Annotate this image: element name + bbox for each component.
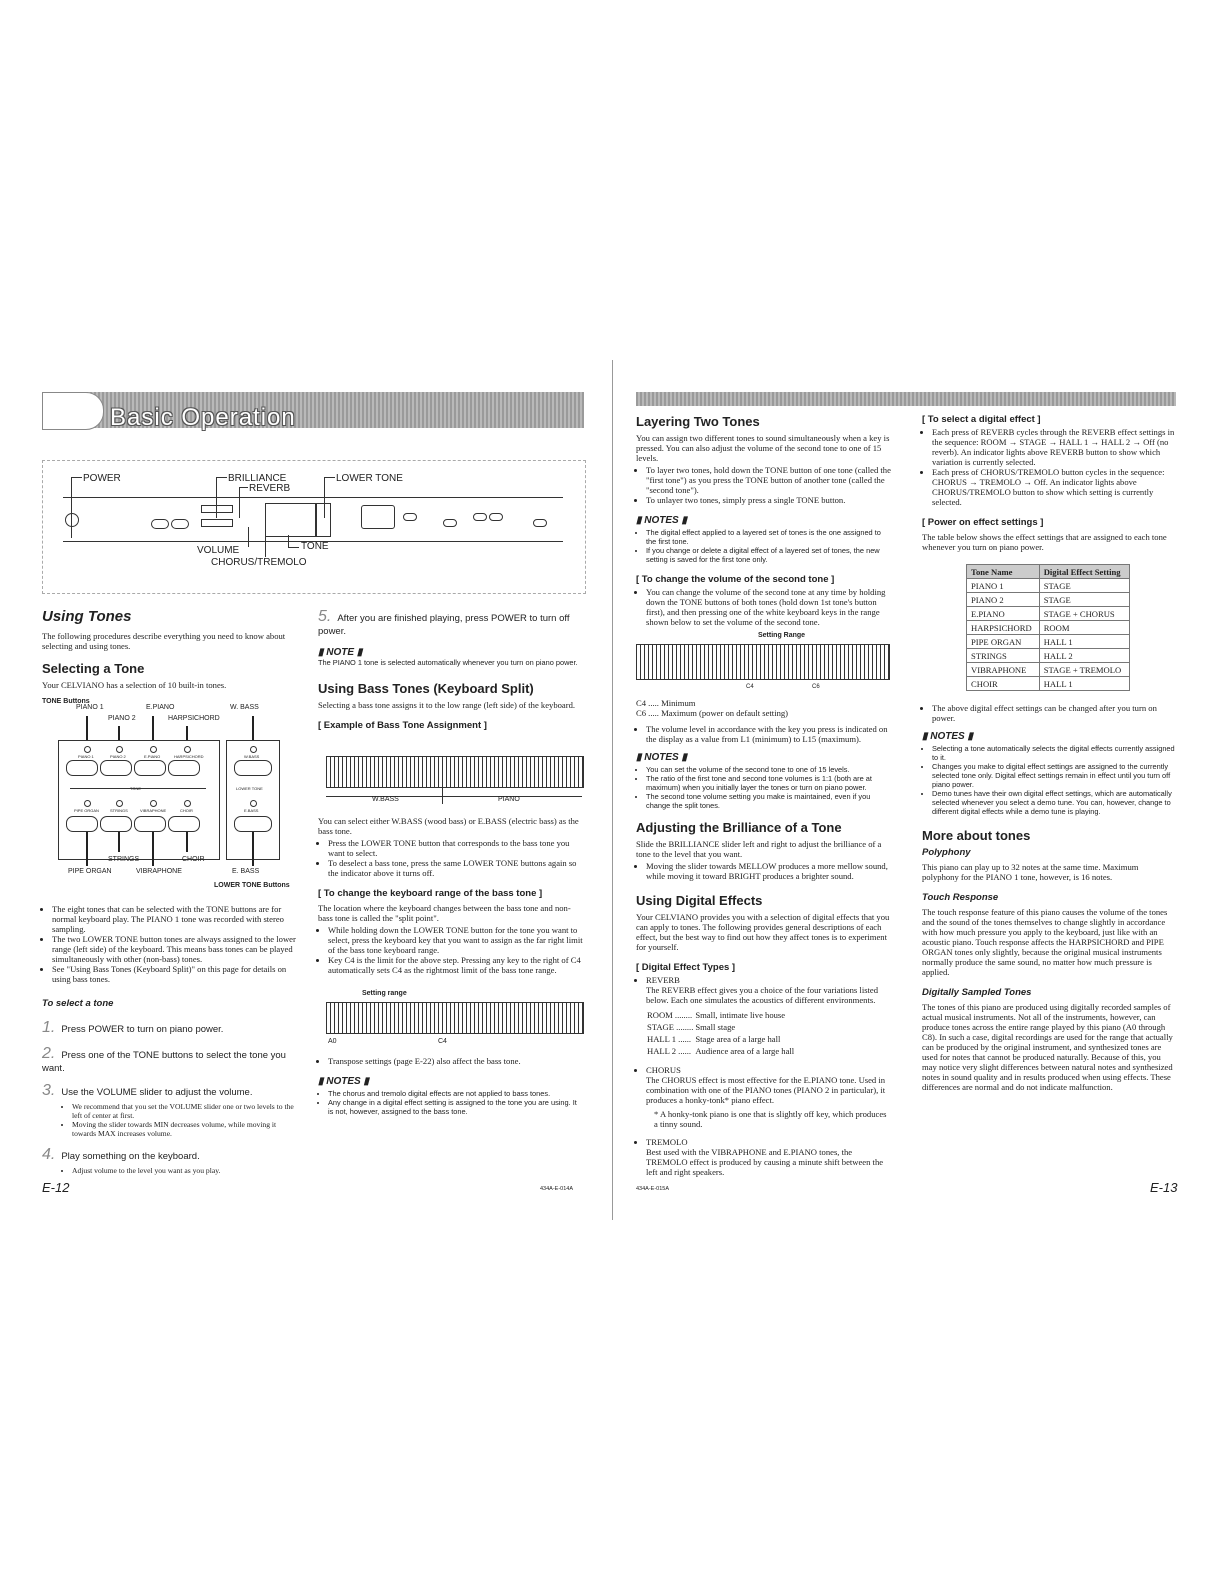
section-using-tones: Using Tones xyxy=(42,608,132,625)
table-row xyxy=(967,649,1130,663)
table-row xyxy=(967,635,1130,649)
list-item: • Transpose settings (page E-22) also affect the bass tone. xyxy=(328,1056,584,1066)
reverb-text: The REVERB effect gives you a choice of the four variations listed below. Each one simulates the acoustics of different environments. xyxy=(646,985,879,1005)
tone-cell: CHOIR xyxy=(967,677,1040,691)
list-item: • Any change in a digital effect setting is assigned to the tone you are using. It is not, however, assigned to the bass tone. xyxy=(328,1098,584,1116)
effect-settings-table xyxy=(966,564,1130,691)
note-text: The PIANO 1 tone is selected automatically whenever you turn on piano power. xyxy=(318,658,578,667)
label-wbass: W. BASS xyxy=(230,704,259,711)
heading-brilliance: Adjusting the Brilliance of a Tone xyxy=(636,820,842,835)
page-title: Basic Operation xyxy=(110,404,296,431)
arrow-vibraphone xyxy=(152,832,154,866)
heading-layering: Layering Two Tones xyxy=(636,414,760,429)
bass-text: You can select either W.BASS (wood bass) or E.BASS (electric bass) as the bass tone. xyxy=(318,816,579,836)
tone-cell: HARPSICHORD xyxy=(967,621,1040,635)
step-number: 2. xyxy=(42,1045,56,1062)
setting-range-label-2: Setting Range xyxy=(758,632,806,639)
page-number-left: E-12 xyxy=(42,1180,70,1195)
btn-label-piano2: PIANO 2 xyxy=(110,754,126,759)
list-item: • While holding down the LOWER TONE button for the tone you want to select, press the keyboard key that you want to assign as the far right limit of the bass tone keyboard range. xyxy=(328,925,584,955)
list-item: • Demo tunes have their own digital effect settings, which are automatically selected whenever you select a demo tune. You can, however, change to different digital effects while a demo tune is playing. xyxy=(932,789,1176,816)
table-row xyxy=(646,1021,795,1033)
list-item: • Moving the slider towards MIN decreases volume, while moving it towards MAX increases volume. xyxy=(72,1120,296,1138)
keyboard-range-icon xyxy=(326,1002,584,1034)
notes-title: NOTES xyxy=(930,731,965,742)
label-vibraphone: VIBRAPHONE xyxy=(136,868,182,875)
effect-cell: STAGE + CHORUS xyxy=(1039,607,1129,621)
label-ebass: E. BASS xyxy=(232,868,260,875)
list-item: • See "Using Bass Tones (Keyboard Split)" on this page for details on using bass tones. xyxy=(52,964,296,984)
sampled-text: The tones of this piano are produced using digitally recorded samples of actual musical instruments. Not all of the instruments, however, can produce tones across the entire range played by this piano (A0 through C8). In such a case, digital recordings are used for the range that actually can be produced by the original instrument, and synthesized tones are used for notes that cannot be produced naturally. Because of this, you may notice very slight differences between natural notes and synthesized notes in sound quality and in results produced when using effects. These differences are normal and do not indicate malfunction. xyxy=(922,1002,1173,1092)
step-number: 4. xyxy=(42,1146,56,1163)
table-row xyxy=(967,663,1130,677)
list-item: • Each press of CHORUS/TREMOLO button cycles in the sequence: CHORUS → TREMOLO → Off. An indicator lights above CHORUS/TREMOLO button to show which setting is currently selected. xyxy=(932,467,1176,507)
heading-second-volume: [ To change the volume of the second tone ] xyxy=(636,574,835,585)
lower-tone-button-wbass xyxy=(234,760,272,776)
note-title: NOTE xyxy=(326,647,355,658)
heading-touch: Touch Response xyxy=(922,892,999,903)
doc-code-left: 434A-E-014A xyxy=(540,1186,574,1192)
lower-mid-label: LOWER TONE xyxy=(236,786,263,791)
led-icon xyxy=(250,800,257,807)
heading-effect-types: [ Digital Effect Types ] xyxy=(636,962,736,973)
list-item: • To deselect a bass tone, press the same LOWER TONE buttons again so the indicator above it turns off. xyxy=(328,858,584,878)
mid-left-column-2 xyxy=(318,816,584,975)
list-item: • Press the LOWER TONE button that corresponds to the bass tone you want to select. xyxy=(328,838,584,858)
volume-min: C4 ..... Minimum xyxy=(636,698,696,708)
label-wbass-range: W.BASS xyxy=(372,796,399,803)
tone-button-strings xyxy=(100,816,132,832)
digital-intro: Your CELVIANO provides you with a selection of digital effects that you can apply to tones. The following provides general descriptions of each effect, but the best way to find out how they affect tones is to experiment for yourself. xyxy=(636,912,890,952)
led-icon xyxy=(116,800,123,807)
power-fx-intro: The table below shows the effect settings that are assigned to each tone whenever you turn on piano power. xyxy=(922,532,1167,552)
list-item: • The two LOWER TONE button tones are always assigned to the lower range (left side) of the keyboard. This means bass tones can be played simultaneously with other (non-bass) tones. xyxy=(52,934,296,964)
label-lower-tone: LOWER TONE xyxy=(336,473,403,484)
heading-digital-effects: Using Digital Effects xyxy=(636,893,763,908)
list-item: • The volume level in accordance with the key you press is indicated on the display as a value from L1 (minimum) to L15 (maximum). xyxy=(646,724,892,744)
arrow-ebass xyxy=(252,832,254,866)
bass-bullets xyxy=(318,838,584,878)
btn-label-vibraphone: VIBRAPHONE xyxy=(140,808,167,813)
arrow-pipe-organ xyxy=(86,832,88,866)
btn-label-pipe-organ: PIPE ORGAN xyxy=(74,808,99,813)
arrow-piano2 xyxy=(118,726,120,740)
tone-button-piano2 xyxy=(100,760,132,776)
note-heading: ▮ NOTE ▮ xyxy=(318,647,363,658)
label-power: POWER xyxy=(83,473,121,484)
list-item: • Each press of REVERB cycles through the REVERB effect settings in the sequence: ROOM → STAGE → HALL 1 → HALL 2 → Off (no reverb). An indicator lights above REVERB button to show which variation is currently selected. xyxy=(932,427,1176,467)
led-icon xyxy=(150,746,157,753)
table-row xyxy=(646,1045,795,1057)
table-row xyxy=(967,607,1130,621)
select-fx-bullets xyxy=(922,427,1176,507)
volume-max: C6 ..... Maximum (power on default setting) xyxy=(636,708,789,718)
step-4-subs xyxy=(42,1166,296,1175)
mid-left-column-3 xyxy=(318,1054,584,1116)
polyphony-text: This piano can play up to 32 notes at the same time. Maximum polyphony for the PIANO 1 tone, however, is 16 notes. xyxy=(922,862,1139,882)
notes-title: NOTES xyxy=(644,515,679,526)
effect-cell: STAGE + TREMOLO xyxy=(1039,663,1129,677)
reverb-name: HALL 2 ...... xyxy=(647,1046,692,1056)
list-item: • Adjust volume to the level you want as you play. xyxy=(72,1166,296,1175)
label-piano-range: PIANO xyxy=(498,796,520,803)
tone-bullets xyxy=(42,904,296,984)
tone-cell: PIPE ORGAN xyxy=(967,635,1040,649)
step-text: Play something on the keyboard. xyxy=(61,1151,200,1162)
label-pipe-organ: PIPE ORGAN xyxy=(68,868,112,875)
mid-right-column xyxy=(636,414,892,627)
reverb-desc: Audience area of a large hall xyxy=(695,1046,795,1056)
label-harpsichord: HARPSICHORD xyxy=(168,715,220,722)
arrow-strings xyxy=(118,832,120,852)
panel-button xyxy=(403,513,417,521)
heading-select-effect: [ To select a digital effect ] xyxy=(922,414,1041,425)
brill-intro: Slide the BRILLIANCE slider left and right to adjust the brilliance of a tone to the level that you want. xyxy=(636,839,882,859)
selecting-intro: Your CELVIANO has a selection of 10 built-in tones. xyxy=(42,680,227,690)
tone-buttons-caption: TONE Buttons xyxy=(42,698,90,705)
label-strings: STRINGS xyxy=(108,856,140,863)
reverb-list xyxy=(646,1009,795,1057)
tone-button-vibraphone xyxy=(134,816,166,832)
notes-heading: ▮ NOTES ▮ xyxy=(318,1076,370,1087)
transpose-bullet xyxy=(318,1056,584,1066)
table-row xyxy=(967,621,1130,635)
table-row xyxy=(967,593,1130,607)
step-3 xyxy=(42,1082,296,1100)
btn-label-strings: STRINGS xyxy=(110,808,128,813)
tone-buttons-block xyxy=(265,503,317,537)
leader-reverb xyxy=(239,487,248,518)
arrow-choir xyxy=(186,832,188,852)
volume2-bullets xyxy=(636,587,892,627)
table-header-row xyxy=(967,565,1130,579)
chorus-note: * A honky-tonk piano is one that is slightly off key, which produces a tinny sound. xyxy=(654,1109,887,1129)
heading-bass-tones: Using Bass Tones (Keyboard Split) xyxy=(318,681,534,696)
step-text: Press one of the TONE buttons to select the tone you want. xyxy=(42,1050,286,1074)
table-row xyxy=(967,677,1130,691)
led-icon xyxy=(84,746,91,753)
led-icon xyxy=(184,746,191,753)
step-text: After you are finished playing, press POWER to turn off power. xyxy=(318,613,570,637)
step-1 xyxy=(42,1019,296,1037)
notes-list xyxy=(636,765,892,810)
heading-polyphony: Polyphony xyxy=(922,847,971,858)
chorus-section xyxy=(636,1065,892,1075)
reverb-name: STAGE ........ xyxy=(647,1022,694,1032)
list-item: • The ratio of the first tone and second tone volumes is 1:1 (both are at maximum) when you initially layer the tones or turn on piano power. xyxy=(646,774,892,792)
led-icon xyxy=(184,800,191,807)
brill-bullets xyxy=(636,861,892,881)
notes-list xyxy=(636,528,892,564)
effect-cell: ROOM xyxy=(1039,621,1129,635)
reverb-desc: Small stage xyxy=(695,1022,736,1032)
led-icon xyxy=(250,746,257,753)
layer-intro: You can assign two different tones to sound simultaneously when a key is pressed. You can also adjust the volume of the second tone to one of 15 levels. xyxy=(636,433,890,463)
list-item: • The eight tones that can be selected with the TONE buttons are for normal keyboard play. The PIANO 1 tone was recorded with stereo sampling. xyxy=(52,904,296,934)
panel-button xyxy=(171,519,189,529)
led-icon xyxy=(84,800,91,807)
notes-title: NOTES xyxy=(326,1076,361,1087)
reverb-section xyxy=(636,975,892,985)
tone-mid-label: TONE xyxy=(130,786,142,791)
list-item: • The chorus and tremolo digital effects are not applied to bass tones. xyxy=(328,1089,584,1098)
control-panel-diagram xyxy=(42,460,586,594)
effect-cell: HALL 2 xyxy=(1039,649,1129,663)
panel-button xyxy=(533,519,547,527)
left-column xyxy=(42,608,296,705)
column-header: Tone Name xyxy=(967,565,1040,579)
step-3-subs xyxy=(42,1102,296,1138)
reverb-desc: Stage area of a large hall xyxy=(695,1034,781,1044)
leader-volume xyxy=(248,527,249,547)
heading-power-effect: [ Power on effect settings ] xyxy=(922,517,1044,528)
btn-label-epiano: E.PIANO xyxy=(144,754,161,759)
tremolo-section xyxy=(636,1137,892,1147)
heading-more-tones: More about tones xyxy=(922,828,1031,843)
notes-title: NOTES xyxy=(644,752,679,763)
reverb-desc: Small, intimate live house xyxy=(695,1010,786,1020)
brilliance-slider-icon xyxy=(201,505,233,513)
btn-label-piano1: PIANO 1 xyxy=(78,754,94,759)
list-item: • The digital effect applied to a layered set of tones is the one assigned to the first tone. xyxy=(646,528,892,546)
heading-to-select-tone: To select a tone xyxy=(42,998,114,1009)
volume-after xyxy=(636,724,892,744)
doc-code-right: 434A-E-015A xyxy=(636,1186,670,1192)
effect-cell: STAGE xyxy=(1039,579,1129,593)
list-item: • TREMOLO xyxy=(646,1137,892,1147)
label-piano2: PIANO 2 xyxy=(108,715,136,722)
heading-selecting-tone: Selecting a Tone xyxy=(42,661,145,676)
label-c4-range: C4 xyxy=(438,1038,447,1045)
reverb-name: HALL 1 ...... xyxy=(647,1034,692,1044)
list-item: • The above digital effect settings can be changed after you turn on power. xyxy=(932,703,1176,723)
mid-left-column xyxy=(318,608,584,731)
step-number: 5. xyxy=(318,608,332,625)
list-item: • CHORUS xyxy=(646,1065,892,1075)
tone-button-choir xyxy=(168,816,200,832)
notes-heading: ▮ NOTES ▮ xyxy=(636,515,688,526)
tone-cell: E.PIANO xyxy=(967,607,1040,621)
leader-power xyxy=(71,477,82,538)
reverb-name: ROOM ........ xyxy=(647,1010,693,1020)
header-bracket-icon xyxy=(42,392,104,430)
setting-range-label: Setting range xyxy=(362,990,407,997)
list-item: • We recommend that you set the VOLUME slider one or two levels to the left of center at first. xyxy=(72,1102,296,1120)
arrow-piano1 xyxy=(86,716,88,740)
label-c4-vol: C4 xyxy=(746,684,754,690)
list-item: • You can set the volume of the second tone to one of 15 levels. xyxy=(646,765,892,774)
range-intro: The location where the keyboard changes between the bass tone and non-bass tone is called the "split point". xyxy=(318,903,571,923)
leader-chorus xyxy=(265,527,266,557)
list-item: • Selecting a tone automatically selects the digital effects currently assigned to it. xyxy=(932,744,1176,762)
header-band-right xyxy=(636,392,1176,406)
keyboard-volume-icon xyxy=(636,644,890,680)
label-tone: TONE xyxy=(301,541,329,552)
tone-button-piano1 xyxy=(66,760,98,776)
split-marker xyxy=(442,788,443,804)
step-text: Press POWER to turn on piano power. xyxy=(61,1024,224,1035)
btn-label-choir: CHOIR xyxy=(180,808,193,813)
tone-cell: STRINGS xyxy=(967,649,1040,663)
column-header: Digital Effect Setting xyxy=(1039,565,1129,579)
table-row xyxy=(646,1009,795,1021)
notes-heading: ▮ NOTES ▮ xyxy=(922,731,974,742)
list-item: • Changes you make to digital effect settings are assigned to the currently selected tone only. Digital effect settings remain in effect until you turn off piano power. xyxy=(932,762,1176,789)
right-column xyxy=(922,414,1176,1092)
tone-button-harpsichord xyxy=(168,760,200,776)
step-5 xyxy=(318,608,584,637)
heading-example-bass: [ Example of Bass Tone Assignment ] xyxy=(318,720,487,731)
list-item: • You can change the volume of the second tone at any time by holding down the TONE buttons of both tones (hold down 1st tone's button first), and then pressing one of the white keyboard keys in the range shown below to set the volume of the second tone. xyxy=(646,587,892,627)
tone-cell: PIANO 1 xyxy=(967,579,1040,593)
range-bullets xyxy=(318,925,584,975)
panel-top-line xyxy=(63,497,563,498)
left-column-lower xyxy=(42,902,296,1175)
list-item: • Moving the slider towards MELLOW produces a more mellow sound, while moving it toward BRIGHT produces a brighter sound. xyxy=(646,861,892,881)
power-button-icon xyxy=(65,513,79,527)
effect-cell: HALL 1 xyxy=(1039,635,1129,649)
notes-list xyxy=(318,1089,584,1116)
list-item: • If you change or delete a digital effect of a layered set of tones, the new setting is saved for the first tone only. xyxy=(646,546,892,564)
label-a0: A0 xyxy=(328,1038,337,1045)
tone-button-pipe-organ xyxy=(66,816,98,832)
using-tones-intro: The following procedures describe everything you need to know about selecting and using tones. xyxy=(42,631,286,651)
leader-tone xyxy=(288,535,299,548)
step-4 xyxy=(42,1146,296,1164)
arrow-wbass xyxy=(252,716,254,740)
table-row xyxy=(967,579,1130,593)
mid-right-column-2 xyxy=(636,698,892,1177)
panel-button xyxy=(443,519,457,527)
label-reverb: REVERB xyxy=(249,483,291,494)
led-icon xyxy=(150,800,157,807)
page-number-right: E-13 xyxy=(1150,1180,1178,1195)
lower-tone-button-ebass xyxy=(234,816,272,832)
effect-cell: HALL 1 xyxy=(1039,677,1129,691)
layer-bullets xyxy=(636,465,892,505)
list-item: • To unlayer two tones, simply press a single TONE button. xyxy=(646,495,892,505)
tone-buttons-diagram xyxy=(58,702,294,892)
btn-label-wbass: W.BASS xyxy=(244,754,260,759)
split-arrow-line xyxy=(326,796,582,797)
list-item: • To layer two tones, hold down the TONE button of one tone (called the "first tone") as you press the TONE button of another tone (called the "second tone"). xyxy=(646,465,892,495)
volume-slider-icon xyxy=(201,519,233,527)
panel-button xyxy=(151,519,169,529)
notes-list xyxy=(922,744,1176,816)
btn-label-harpsichord: HARPSICHORD xyxy=(174,754,204,759)
touch-text: The touch response feature of this piano causes the volume of the tones and the sound of the tones themselves to change slightly in accordance with how much pressure you apply to the keyboard, just like with an acoustic piano. Touch response affects the HARPSICHORD and PIPE ORGAN tones only slightly, because the original musical instruments normally produce the same sound, no matter how much pressure is applied. xyxy=(922,907,1168,977)
label-volume: VOLUME xyxy=(197,545,240,556)
label-piano1: PIANO 1 xyxy=(76,704,104,711)
led-icon xyxy=(116,746,123,753)
tremolo-text: Best used with the VIBRAPHONE and E.PIANO tones, the TREMOLO effect is produced by causing a minute shift between the left and right speakers. xyxy=(646,1147,884,1177)
heading-bass-range: [ To change the keyboard range of the bass tone ] xyxy=(318,888,543,899)
list-item: • Key C4 is the limit for the above step. Pressing any key to the right of C4 automatically sets C4 as the rightmost limit of the bass tone range. xyxy=(328,955,584,975)
page-fold xyxy=(612,360,613,1220)
display-icon xyxy=(361,505,395,529)
chorus-text: The CHORUS effect is most effective for the E.PIANO tone. Used in combination with one of the PIANO tones (PIANO 2 in particular), it produces a honky-tonk* piano effect. xyxy=(646,1075,886,1105)
label-c6-vol: C6 xyxy=(812,684,820,690)
panel-button xyxy=(473,513,487,521)
label-choir: CHOIR xyxy=(182,856,205,863)
label-brilliance: BRILLIANCE xyxy=(228,473,287,484)
step-2 xyxy=(42,1045,296,1074)
step-text: Use the VOLUME slider to adjust the volume. xyxy=(61,1087,253,1098)
btn-label-ebass: E.BASS xyxy=(244,808,259,813)
table-row xyxy=(646,1033,795,1045)
panel-button xyxy=(489,513,503,521)
step-number: 1. xyxy=(42,1019,56,1036)
keyboard-example-icon xyxy=(326,756,584,788)
label-chorus-tremolo: CHORUS/TREMOLO xyxy=(211,557,307,568)
list-item: • The second tone volume setting you make is maintained, even if you change the split tones. xyxy=(646,792,892,810)
effect-cell: STAGE xyxy=(1039,593,1129,607)
arrow-harpsichord xyxy=(186,726,188,740)
tone-cell: VIBRAPHONE xyxy=(967,663,1040,677)
lower-tone-caption: LOWER TONE Buttons xyxy=(214,882,290,889)
tone-button-epiano xyxy=(134,760,166,776)
bass-intro: Selecting a bass tone assigns it to the low range (left side) of the keyboard. xyxy=(318,700,576,710)
tone-mid-line xyxy=(70,788,206,789)
lower-tone-block xyxy=(315,503,331,537)
notes-heading: ▮ NOTES ▮ xyxy=(636,752,688,763)
heading-sampled: Digitally Sampled Tones xyxy=(922,987,1032,998)
arrow-epiano xyxy=(152,716,154,740)
label-epiano: E.PIANO xyxy=(146,704,175,711)
tone-cell: PIANO 2 xyxy=(967,593,1040,607)
step-number: 3. xyxy=(42,1082,56,1099)
after-table xyxy=(922,703,1176,723)
list-item: • REVERB xyxy=(646,975,892,985)
